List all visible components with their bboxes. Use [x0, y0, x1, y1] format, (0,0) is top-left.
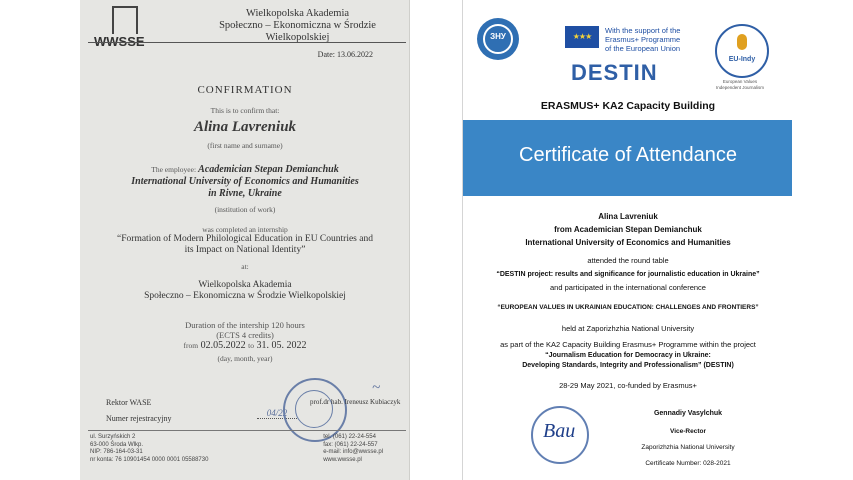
institution-line: International University of Economics and Humanities: [131, 176, 359, 187]
rektor-label: Rektor WASE: [106, 398, 152, 407]
topic-line: its Impact on National Identity”: [184, 245, 306, 255]
institution-line: in Rivne, Ukraine: [208, 188, 282, 199]
document-date: Date: 13.06.2022: [317, 50, 373, 59]
at-label: at:: [241, 262, 249, 271]
indy-sub-line: European Values: [722, 79, 758, 84]
confirmation-title: CONFIRMATION: [197, 84, 293, 96]
certificate-document: [462, 0, 792, 480]
eu-text-line: Erasmus+ Programme: [605, 35, 681, 44]
contact-line: www.wwsse.pl: [323, 456, 362, 463]
person-caption: (first name and surname): [207, 141, 283, 150]
project-title-line: Developing Standards, Integrity and Professionalism” (DESTIN): [522, 362, 734, 369]
participant-university: International University of Economics and Humanities: [525, 238, 731, 247]
address-line: nr konta: 76 10901454 0000 0001 05588730: [90, 456, 209, 463]
host-line: Wielkopolska Akademia: [198, 280, 292, 290]
project-title: [463, 351, 792, 371]
professor-name: prof.dr hab. Ireneusz Kubiaczyk: [310, 398, 401, 406]
footer-divider: [88, 430, 406, 431]
signer-organization: Zaporizhzhia National University: [641, 444, 735, 451]
participant-institution: from Academician Stepan Demianchuk: [554, 225, 702, 234]
header-line: Społeczno – Ekonomiczna w Środzie Wielkopolskiej: [219, 20, 376, 43]
ects-text: (ECTS 4 credits): [216, 330, 274, 340]
footer-contact: [323, 434, 383, 464]
signature-icon: Bau: [543, 420, 576, 442]
contact-line: fax: (061) 22-24-557: [323, 441, 378, 448]
programme-text: as part of the KA2 Capacity Building Erasmus+ Programme within the project: [500, 340, 756, 349]
host-line: Społeczno – Ekonomiczna w Środzie Wielkopolskiej: [144, 291, 346, 301]
indy-sub-line: Independent Journalism: [715, 84, 765, 90]
signer-name: Gennadiy Vasylchuk: [653, 410, 723, 417]
book-icon: [112, 6, 138, 34]
registration-number: 04/22: [257, 408, 297, 419]
participant-name: Alina Lavreniuk: [598, 212, 658, 221]
internship-topic: [90, 234, 400, 256]
university-header: [190, 8, 405, 44]
microphone-icon: [737, 34, 747, 50]
attended-text: attended the round table: [587, 256, 669, 265]
project-title-line: “Journalism Education for Democracy in Ukraine:: [545, 352, 711, 359]
duration-text: Duration of the intership 120 hours: [185, 320, 305, 330]
internship-dates: [90, 340, 400, 351]
eu-support-text: [605, 26, 680, 53]
znu-logo: [477, 18, 519, 60]
confirmation-document: [80, 0, 410, 480]
certificate-number: Certificate Number: 028-2021: [645, 460, 731, 467]
signer-role: Vice-Rector: [669, 428, 706, 435]
participated-text: and participated in the international conference: [550, 283, 706, 292]
header-line: Wielkopolska Akademia: [245, 8, 350, 19]
registration-label: Numer rejestracyjny: [106, 414, 172, 423]
znu-logo-text: ЗНУ: [490, 32, 506, 41]
certificate-title: Certificate of Attendance: [519, 144, 737, 166]
person-name: Alina Lavreniuk: [193, 119, 297, 135]
institution-block: [90, 164, 400, 200]
host-institution: [90, 280, 400, 302]
from-date: 02.05.2022: [200, 340, 246, 351]
conference-title: “EUROPEAN VALUES IN UKRAINIAN EDUCATION: CHALLENGES AND FRONTIERS”: [497, 304, 759, 311]
round-table-title: “DESTIN project: results and significance for journalistic education in Ukraine”: [496, 271, 760, 278]
header-divider: [88, 42, 406, 43]
to-date: 31. 05. 2022: [256, 340, 307, 351]
contact-line: tel. (061) 22-24-554: [323, 434, 376, 440]
intro-text: This is to confirm that:: [210, 106, 280, 115]
address-line: 63-000 Środa Wlkp.: [90, 441, 144, 448]
eu-text-line: With the support of the: [605, 26, 681, 35]
eu-indy-logo: [715, 24, 769, 78]
address-line: NIP: 786-164-03-31: [90, 449, 143, 455]
to-label: to: [248, 341, 254, 350]
wwsse-logo: [94, 6, 154, 52]
eu-flag-icon: ★★★: [565, 26, 599, 48]
contact-line: e-mail: info@wwsse.pl: [323, 449, 383, 455]
official-stamp: [283, 378, 347, 442]
venue-text: held at Zaporizhzhia National University: [561, 324, 695, 333]
eu-indy-subtitle: [709, 79, 771, 90]
ka2-heading: ERASMUS+ KA2 Capacity Building: [540, 100, 716, 112]
logo-text: WWSSE: [94, 34, 145, 49]
eu-indy-text: EU-Indy: [728, 56, 756, 63]
date-caption: (day, month, year): [217, 354, 273, 363]
topic-line: “Formation of Modern Philological Education in EU Countries and: [117, 234, 373, 244]
footer-address: [90, 434, 208, 464]
destin-logo: DESTIN: [571, 60, 658, 85]
address-line: ul. Surzyńskich 2: [90, 434, 136, 440]
institution-line: Academician Stepan Demianchuk: [198, 164, 339, 175]
certificate-banner: [463, 120, 792, 196]
from-label: from: [183, 341, 199, 350]
signature-icon: ~: [372, 380, 381, 396]
institution-caption: (institution of work): [214, 205, 276, 214]
event-dates: 28-29 May 2021, co-funded by Erasmus+: [559, 381, 697, 390]
completed-text: was completed an internship: [202, 225, 288, 234]
employee-label: The employee:: [151, 165, 197, 174]
eu-text-line: of the European Union: [605, 44, 681, 53]
